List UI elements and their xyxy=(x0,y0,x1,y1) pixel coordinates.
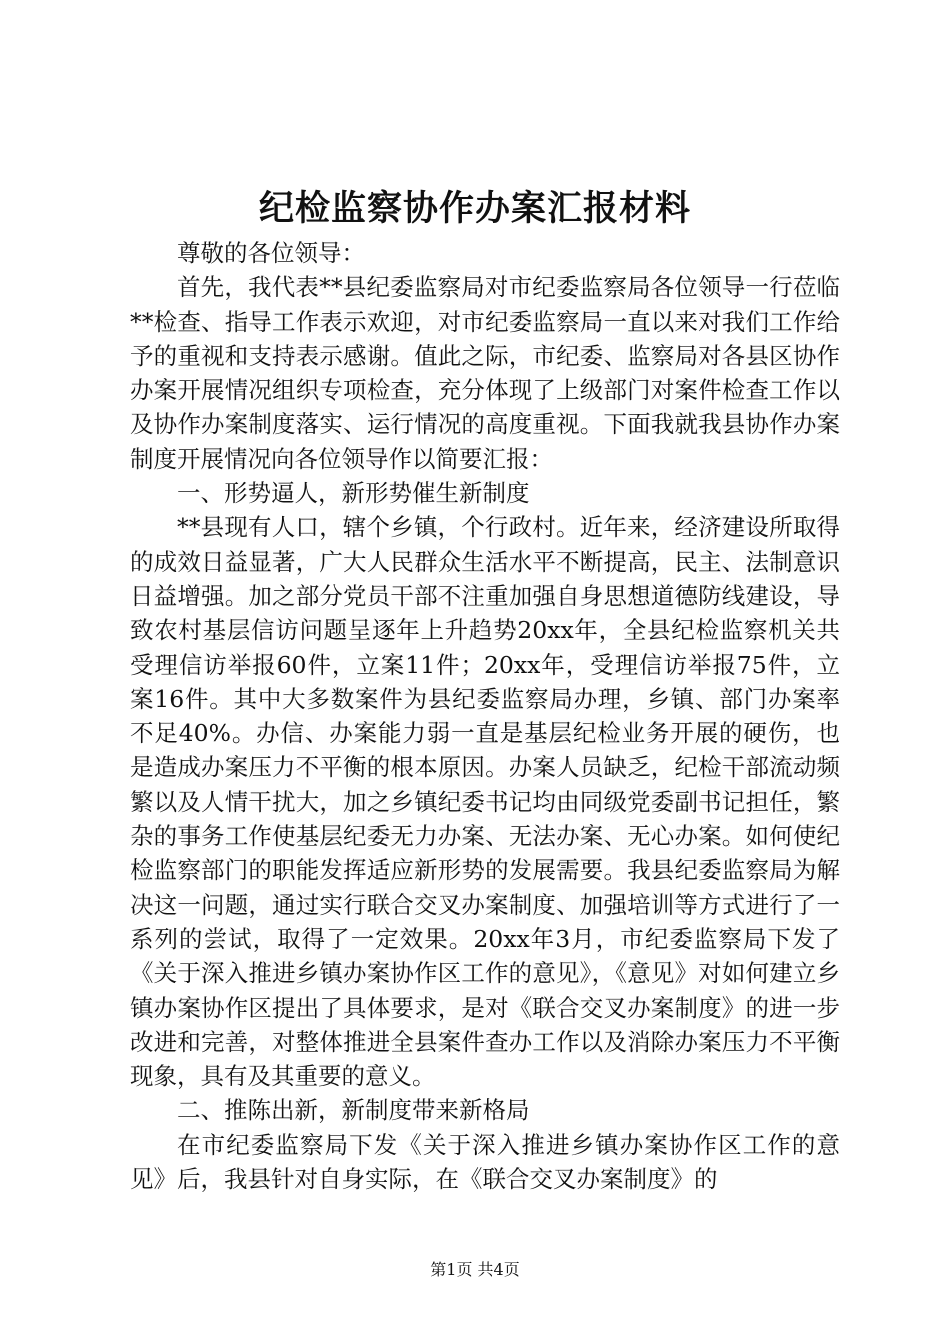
paragraph-new-system: 在市纪委监察局下发《关于深入推进乡镇办案协作区工作的意见》后，我县针对自身实际，在《联合交叉办案制度》的 xyxy=(130,1130,840,1194)
section-heading-1: 一、形势逼人，新形势催生新制度 xyxy=(177,479,530,508)
section-heading-2: 二、推陈出新，新制度带来新格局 xyxy=(177,1096,530,1125)
page-number: 第1页 共4页 xyxy=(430,1260,520,1279)
salutation: 尊敬的各位领导： xyxy=(177,239,365,267)
document-title: 纪检监察协作办案汇报材料 xyxy=(258,188,691,229)
paragraph-situation: **县现有人口，辖个乡镇，个行政村。近年来，经济建设所取得的成效日益显著，广大人民群众生活水平不断提高，民主、法制意识日益增强。加之部分党员干部不注重加强自身思想道德防线建设，导致农村基层信访问题呈逐年上升趋势20xx年，全县纪检监察机关共受理信访举报60件，立案11件；20xx年，受理信访举报75件，立案16件。其中大多数案件为县纪委监察局办理，乡镇、部门办案率不足40%。办信、办案能力弱一直是基层纪检业务开展的硬伤，也是造成办案压力不平衡的根本原因。办案人员缺乏，纪检干部流动频繁以及人情干扰大，加之乡镇纪委书记均由同级党委副书记担任，繁杂的事务工作使基层纪委无力办案、无法办案、无心办案。如何使纪检监察部门的职能发挥适应新形势的发展需要。我县纪委监察局为解决这一问题，通过实行联合交叉办案制度、加强培训等方式进行了一系列的尝试，取得了一定效果。20xx年3月，市纪委监察局下发了《关于深入推进乡镇办案协作区工作的意见》，《意见》对如何建立乡镇办案协作区提出了具体要求，是对《联合交叉办案制度》的进一步改进和完善，对整体推进全县案件查办工作以及消除办案压力不平衡现象，具有及其重要的意义。 xyxy=(130,513,840,1091)
document-body xyxy=(130,236,840,1196)
paragraph-intro: 首先，我代表**县纪委监察局对市纪委监察局各位领导一行莅临**检查、指导工作表示欢迎，对市纪委监察局一直以来对我们工作给予的重视和支持表示感谢。值此之际，市纪委、监察局对各县区协作办案开展情况组织专项检查，充分体现了上级部门对案件检查工作以及协作办案制度落实、运行情况的高度重视。下面我就我县协作办案制度开展情况向各位领导作以简要汇报： xyxy=(130,273,840,473)
